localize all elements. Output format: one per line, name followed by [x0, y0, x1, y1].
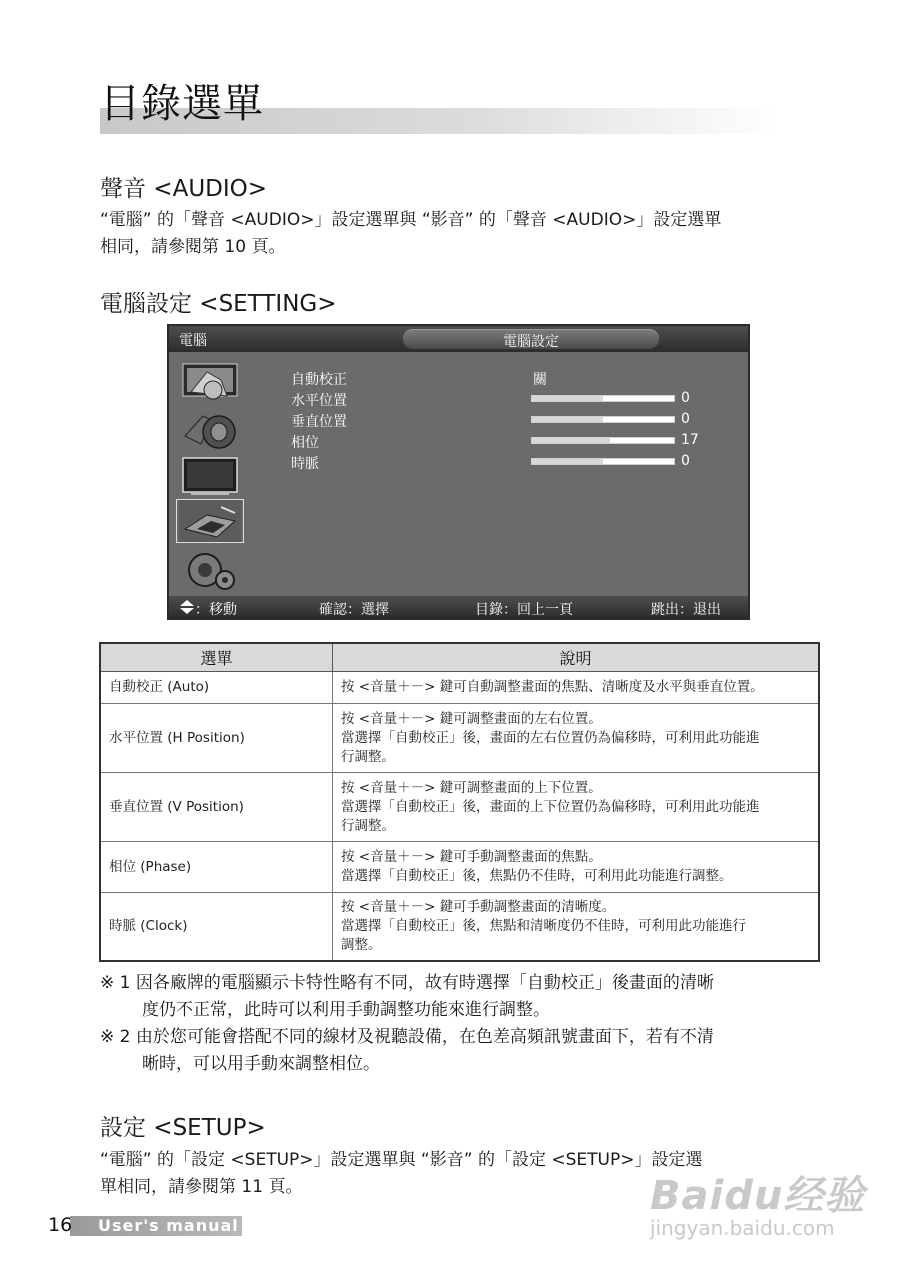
slider-fill — [532, 459, 603, 464]
osd-item-h-position[interactable]: 水平位置 — [291, 393, 347, 409]
setup-text-line1: “電腦” 的「設定 <SETUP>」設定選單與 “影音” 的「設定 <SETUP>」設定選 — [100, 1150, 703, 1170]
note-1-line1: ※ 1 因各廠牌的電腦顯示卡特性略有不同，故有時選擇「自動校正」後畫面的清晰 — [100, 973, 714, 993]
slider-fill — [532, 438, 610, 443]
clock-slider[interactable] — [531, 458, 675, 465]
setup-gear-icon[interactable] — [177, 548, 243, 592]
users-manual-tag: User's manual — [70, 1216, 242, 1236]
note-2-line1: ※ 2 由於您可能會搭配不同的線材及視聽設備，在色差高頻訊號畫面下，若有不清 — [100, 1027, 714, 1047]
page-title: 目錄選單 — [100, 81, 264, 127]
audio-text-line1: “電腦” 的「聲音 <AUDIO>」設定選單與 “影音” 的「聲音 <AUDIO>」設定選單 — [100, 210, 722, 230]
footer-exit: 跳出：退出 — [651, 602, 721, 618]
baidu-watermark: Baidu经验 — [650, 1173, 866, 1219]
desc-line: 行調整。 — [341, 748, 395, 765]
table-header-row — [100, 643, 819, 672]
osd-title: 電腦設定 — [503, 334, 559, 350]
pc-setting-icon[interactable] — [177, 499, 243, 543]
table-cell-description — [333, 842, 820, 893]
page-number: 16 — [48, 1214, 73, 1236]
phase-number: 17 — [681, 432, 699, 448]
audio-heading: 聲音 <AUDIO> — [100, 176, 268, 202]
h-position-number: 0 — [681, 390, 690, 406]
footer-confirm: 確認：選擇 — [319, 602, 389, 618]
desc-line: 按 <音量＋－> 鍵可手動調整畫面的焦點。 — [341, 849, 602, 865]
table-header-menu: 選單 — [100, 643, 333, 672]
osd-item-clock[interactable]: 時脈 — [291, 456, 319, 472]
audio-text-line2: 相同，請參閱第 10 頁。 — [100, 237, 286, 257]
up-down-arrow-icon — [179, 599, 195, 615]
table-cell-menu: 水平位置 (H Position) — [100, 704, 333, 773]
menu-description-table — [99, 642, 820, 962]
table-cell-menu: 時脈 (Clock) — [100, 893, 333, 961]
desc-line: 行調整。 — [341, 817, 395, 834]
v-position-slider[interactable] — [531, 416, 675, 423]
osd-item-v-position[interactable]: 垂直位置 — [291, 414, 347, 430]
osd-footer — [169, 596, 748, 618]
speaker-icon[interactable] — [177, 406, 243, 450]
table-cell-description — [333, 893, 820, 961]
table-row — [100, 842, 819, 893]
table-cell-description — [333, 704, 820, 773]
footer-menu-back: 目錄：回上一頁 — [475, 602, 573, 618]
desc-line: 當選擇「自動校正」後，畫面的上下位置仍為偏移時，可利用此功能進 — [341, 798, 760, 815]
desc-line: 按 <音量＋－> 鍵可調整畫面的左右位置。 — [341, 710, 602, 727]
osd-item-auto-adjust[interactable]: 自動校正 — [291, 372, 347, 388]
footer-move: ：移動 — [195, 602, 237, 618]
desc-line: 調整。 — [341, 936, 382, 953]
table-cell-description — [333, 672, 820, 704]
desc-line: 按 <音量＋－> 鍵可自動調整畫面的焦點、清晰度及水平與垂直位置。 — [341, 679, 764, 695]
osd-header — [169, 326, 748, 352]
setup-heading: 設定 <SETUP> — [100, 1115, 266, 1141]
desc-line: 當選擇「自動校正」後，畫面的左右位置仍為偏移時，可利用此功能進 — [341, 729, 760, 746]
osd-screen — [167, 324, 750, 620]
osd-tab-label: 電腦 — [179, 333, 207, 349]
osd-title-pill — [403, 329, 659, 349]
setup-text-line2: 單相同，請參閱第 11 頁。 — [100, 1177, 303, 1197]
desc-line: 按 <音量＋－> 鍵可手動調整畫面的清晰度。 — [341, 898, 616, 915]
note-2-line2: 晰時，可以用手動來調整相位。 — [142, 1054, 380, 1074]
phase-slider[interactable] — [531, 437, 675, 444]
osd-item-phase[interactable]: 相位 — [291, 435, 319, 451]
slider-fill — [532, 417, 603, 422]
desc-line: 按 <音量＋－> 鍵可調整畫面的上下位置。 — [341, 779, 602, 796]
h-position-slider[interactable] — [531, 395, 675, 402]
note-1-line2: 度仍不正常，此時可以利用手動調整功能來進行調整。 — [142, 1000, 550, 1020]
setting-heading: 電腦設定 <SETTING> — [100, 291, 337, 317]
table-cell-menu: 垂直位置 (V Position) — [100, 773, 333, 842]
table-cell-description — [333, 773, 820, 842]
clock-number: 0 — [681, 453, 690, 469]
baidu-watermark-url: jingyan.baidu.com — [650, 1216, 835, 1240]
table-cell-menu: 自動校正 (Auto) — [100, 672, 333, 704]
table-header-description: 說明 — [333, 643, 820, 672]
slider-fill — [532, 396, 603, 401]
monitor-icon[interactable] — [177, 454, 243, 498]
table-row — [100, 672, 819, 704]
table-row — [100, 773, 819, 842]
osd-item-auto-adjust-value: 關 — [533, 372, 547, 388]
table-cell-menu: 相位 (Phase) — [100, 842, 333, 893]
pc-input-icon[interactable] — [177, 360, 243, 404]
v-position-number: 0 — [681, 411, 690, 427]
table-row — [100, 893, 819, 961]
desc-line: 當選擇「自動校正」後，焦點和清晰度仍不佳時，可利用此功能進行 — [341, 917, 746, 934]
desc-line: 當選擇「自動校正」後，焦點仍不佳時，可利用此功能進行調整。 — [341, 868, 733, 884]
table-row — [100, 704, 819, 773]
